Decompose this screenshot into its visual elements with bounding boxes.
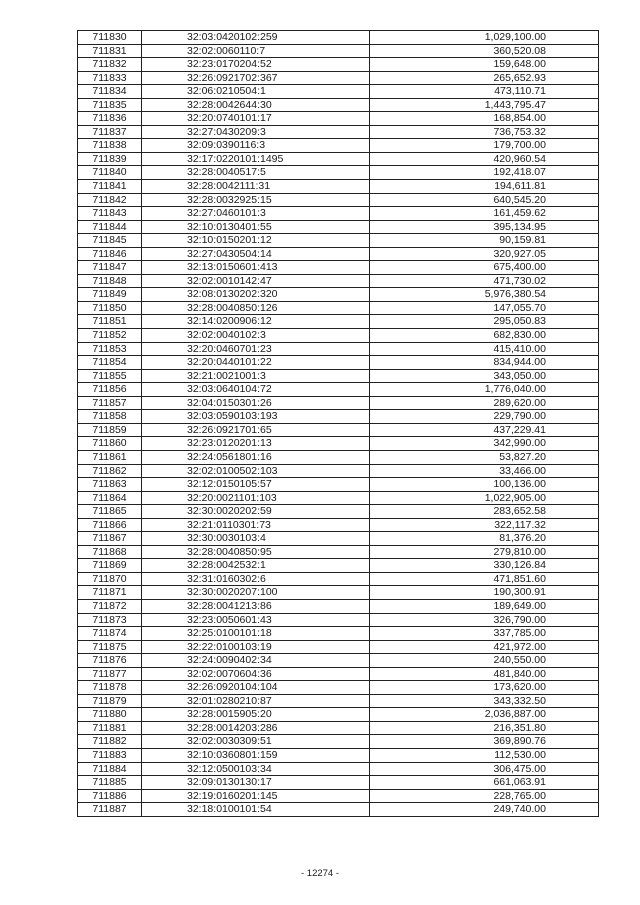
amount-cell: 420,960.54 (370, 152, 599, 166)
amount-cell: 33,466.00 (370, 464, 599, 478)
record-number-cell: 711871 (78, 586, 142, 600)
table-row (78, 180, 599, 194)
registry-table (77, 30, 599, 817)
table-row (78, 545, 599, 559)
table-row (78, 247, 599, 261)
table-row (78, 721, 599, 735)
cadastral-number-cell: 32:27:0460101:3 (142, 207, 370, 221)
table-row (78, 315, 599, 329)
record-number-cell: 711882 (78, 735, 142, 749)
cadastral-number-cell: 32:28:0040850:126 (142, 301, 370, 315)
amount-cell: 471,730.02 (370, 274, 599, 288)
record-number-cell: 711849 (78, 288, 142, 302)
table-row (78, 776, 599, 790)
amount-cell: 473,110.71 (370, 85, 599, 99)
record-number-cell: 711839 (78, 152, 142, 166)
table-row (78, 288, 599, 302)
table-row (78, 803, 599, 817)
table-row (78, 98, 599, 112)
record-number-cell: 711876 (78, 654, 142, 668)
amount-cell: 81,376.20 (370, 532, 599, 546)
record-number-cell: 711834 (78, 85, 142, 99)
amount-cell: 161,459.62 (370, 207, 599, 221)
table-row (78, 491, 599, 505)
table-row (78, 735, 599, 749)
cadastral-number-cell: 32:20:0740101:17 (142, 112, 370, 126)
amount-cell: 100,136.00 (370, 478, 599, 492)
table-row (78, 450, 599, 464)
cadastral-number-cell: 32:03:0420102:259 (142, 31, 370, 45)
cadastral-number-cell: 32:26:0921701:65 (142, 423, 370, 437)
cadastral-number-cell: 32:12:0150105:57 (142, 478, 370, 492)
page-number: - 12274 - (300, 868, 340, 879)
amount-cell: 192,418.07 (370, 166, 599, 180)
amount-cell: 421,972.00 (370, 640, 599, 654)
record-number-cell: 711845 (78, 234, 142, 248)
cadastral-number-cell: 32:01:0280210:87 (142, 694, 370, 708)
table-row (78, 356, 599, 370)
amount-cell: 320,927.05 (370, 247, 599, 261)
table-row (78, 423, 599, 437)
amount-cell: 190,300.91 (370, 586, 599, 600)
table-row (78, 437, 599, 451)
table-row (78, 369, 599, 383)
table-row (78, 112, 599, 126)
cadastral-number-cell: 32:02:0010142:47 (142, 274, 370, 288)
record-number-cell: 711865 (78, 505, 142, 519)
amount-cell: 337,785.00 (370, 627, 599, 641)
record-number-cell: 711866 (78, 518, 142, 532)
table-row (78, 599, 599, 613)
cadastral-number-cell: 32:27:0430209:3 (142, 125, 370, 139)
table-row (78, 789, 599, 803)
amount-cell: 249,740.00 (370, 803, 599, 817)
record-number-cell: 711867 (78, 532, 142, 546)
record-number-cell: 711887 (78, 803, 142, 817)
record-number-cell: 711850 (78, 301, 142, 315)
table-row (78, 532, 599, 546)
record-number-cell: 711842 (78, 193, 142, 207)
cadastral-number-cell: 32:23:0170204:52 (142, 58, 370, 72)
table-row (78, 383, 599, 397)
cadastral-number-cell: 32:21:0021001:3 (142, 369, 370, 383)
cadastral-number-cell: 32:10:0150201:12 (142, 234, 370, 248)
cadastral-number-cell: 32:02:0100502:103 (142, 464, 370, 478)
table-row (78, 654, 599, 668)
amount-cell: 306,475.00 (370, 762, 599, 776)
record-number-cell: 711830 (78, 31, 142, 45)
table-row (78, 71, 599, 85)
cadastral-number-cell: 32:23:0050601:43 (142, 613, 370, 627)
cadastral-number-cell: 32:02:0060110:7 (142, 44, 370, 58)
record-number-cell: 711847 (78, 261, 142, 275)
table-row (78, 342, 599, 356)
cadastral-number-cell: 32:28:0014203:286 (142, 721, 370, 735)
table-row (78, 139, 599, 153)
amount-cell: 5,976,380.54 (370, 288, 599, 302)
cadastral-number-cell: 32:06:0210504:1 (142, 85, 370, 99)
table-row (78, 31, 599, 45)
amount-cell: 112,530.00 (370, 748, 599, 762)
table-row (78, 640, 599, 654)
table-row (78, 152, 599, 166)
cadastral-number-cell: 32:28:0041213:86 (142, 599, 370, 613)
record-number-cell: 711843 (78, 207, 142, 221)
cadastral-number-cell: 32:28:0042644:30 (142, 98, 370, 112)
amount-cell: 265,652.93 (370, 71, 599, 85)
amount-cell: 53,827.20 (370, 450, 599, 464)
record-number-cell: 711883 (78, 748, 142, 762)
table-row (78, 85, 599, 99)
amount-cell: 228,765.00 (370, 789, 599, 803)
amount-cell: 395,134.95 (370, 220, 599, 234)
table-row (78, 44, 599, 58)
table-row (78, 166, 599, 180)
amount-cell: 661,063.91 (370, 776, 599, 790)
record-number-cell: 711841 (78, 180, 142, 194)
registry-table-body (78, 31, 599, 817)
cadastral-number-cell: 32:03:0590103:193 (142, 410, 370, 424)
record-number-cell: 711879 (78, 694, 142, 708)
table-row (78, 586, 599, 600)
amount-cell: 159,648.00 (370, 58, 599, 72)
amount-cell: 415,410.00 (370, 342, 599, 356)
record-number-cell: 711862 (78, 464, 142, 478)
table-row (78, 478, 599, 492)
amount-cell: 369,890.76 (370, 735, 599, 749)
amount-cell: 322,117.32 (370, 518, 599, 532)
amount-cell: 1,029,100.00 (370, 31, 599, 45)
amount-cell: 179,700.00 (370, 139, 599, 153)
table-row (78, 396, 599, 410)
table-row (78, 464, 599, 478)
amount-cell: 216,351.80 (370, 721, 599, 735)
record-number-cell: 711836 (78, 112, 142, 126)
record-number-cell: 711881 (78, 721, 142, 735)
cadastral-number-cell: 32:14:0200906:12 (142, 315, 370, 329)
cadastral-number-cell: 32:21:0110301:73 (142, 518, 370, 532)
cadastral-number-cell: 32:02:0070604:36 (142, 667, 370, 681)
amount-cell: 326,790.00 (370, 613, 599, 627)
record-number-cell: 711852 (78, 329, 142, 343)
record-number-cell: 711869 (78, 559, 142, 573)
cadastral-number-cell: 32:26:0920104:104 (142, 681, 370, 695)
table-row (78, 220, 599, 234)
table-row (78, 274, 599, 288)
table-row (78, 627, 599, 641)
cadastral-number-cell: 32:27:0430504:14 (142, 247, 370, 261)
cadastral-number-cell: 32:30:0030103:4 (142, 532, 370, 546)
cadastral-number-cell: 32:13:0150601:413 (142, 261, 370, 275)
cadastral-number-cell: 32:20:0440101:22 (142, 356, 370, 370)
table-row (78, 125, 599, 139)
record-number-cell: 711874 (78, 627, 142, 641)
record-number-cell: 711877 (78, 667, 142, 681)
cadastral-number-cell: 32:28:0042532:1 (142, 559, 370, 573)
amount-cell: 343,050.00 (370, 369, 599, 383)
cadastral-number-cell: 32:28:0040850:95 (142, 545, 370, 559)
amount-cell: 2,036,887.00 (370, 708, 599, 722)
table-row (78, 748, 599, 762)
table-row (78, 667, 599, 681)
cadastral-number-cell: 32:30:0020202:59 (142, 505, 370, 519)
record-number-cell: 711875 (78, 640, 142, 654)
record-number-cell: 711857 (78, 396, 142, 410)
table-row (78, 694, 599, 708)
amount-cell: 279,810.00 (370, 545, 599, 559)
amount-cell: 1,443,795.47 (370, 98, 599, 112)
record-number-cell: 711858 (78, 410, 142, 424)
cadastral-number-cell: 32:20:0021101:103 (142, 491, 370, 505)
table-row (78, 329, 599, 343)
table-row (78, 301, 599, 315)
amount-cell: 343,332.50 (370, 694, 599, 708)
record-number-cell: 711855 (78, 369, 142, 383)
record-number-cell: 711886 (78, 789, 142, 803)
cadastral-number-cell: 32:19:0160201:145 (142, 789, 370, 803)
record-number-cell: 711840 (78, 166, 142, 180)
cadastral-number-cell: 32:10:0130401:55 (142, 220, 370, 234)
cadastral-number-cell: 32:28:0032925:15 (142, 193, 370, 207)
cadastral-number-cell: 32:04:0150301:26 (142, 396, 370, 410)
cadastral-number-cell: 32:09:0130130:17 (142, 776, 370, 790)
cadastral-number-cell: 32:12:0500103:34 (142, 762, 370, 776)
cadastral-number-cell: 32:10:0360801:159 (142, 748, 370, 762)
record-number-cell: 711837 (78, 125, 142, 139)
amount-cell: 481,840.00 (370, 667, 599, 681)
amount-cell: 1,776,040.00 (370, 383, 599, 397)
amount-cell: 295,050.83 (370, 315, 599, 329)
table-row (78, 762, 599, 776)
table-row (78, 234, 599, 248)
cadastral-number-cell: 32:24:0561801:16 (142, 450, 370, 464)
cadastral-number-cell: 32:20:0460701:23 (142, 342, 370, 356)
record-number-cell: 711884 (78, 762, 142, 776)
record-number-cell: 711872 (78, 599, 142, 613)
table-row (78, 505, 599, 519)
record-number-cell: 711838 (78, 139, 142, 153)
amount-cell: 194,611.81 (370, 180, 599, 194)
amount-cell: 834,944.00 (370, 356, 599, 370)
cadastral-number-cell: 32:03:0640104:72 (142, 383, 370, 397)
cadastral-number-cell: 32:28:0042111:31 (142, 180, 370, 194)
amount-cell: 168,854.00 (370, 112, 599, 126)
amount-cell: 173,620.00 (370, 681, 599, 695)
amount-cell: 229,790.00 (370, 410, 599, 424)
amount-cell: 682,830.00 (370, 329, 599, 343)
cadastral-number-cell: 32:24:0090402:34 (142, 654, 370, 668)
cadastral-number-cell: 32:08:0130202:320 (142, 288, 370, 302)
table-row (78, 518, 599, 532)
amount-cell: 342,990.00 (370, 437, 599, 451)
record-number-cell: 711870 (78, 572, 142, 586)
cadastral-number-cell: 32:22:0100103:19 (142, 640, 370, 654)
table-row (78, 572, 599, 586)
amount-cell: 640,545.20 (370, 193, 599, 207)
cadastral-number-cell: 32:26:0921702:367 (142, 71, 370, 85)
cadastral-number-cell: 32:02:0040102:3 (142, 329, 370, 343)
amount-cell: 90,159.81 (370, 234, 599, 248)
record-number-cell: 711859 (78, 423, 142, 437)
cadastral-number-cell: 32:28:0015905:20 (142, 708, 370, 722)
cadastral-number-cell: 32:09:0390116:3 (142, 139, 370, 153)
record-number-cell: 711831 (78, 44, 142, 58)
record-number-cell: 711885 (78, 776, 142, 790)
table-row (78, 193, 599, 207)
record-number-cell: 711856 (78, 383, 142, 397)
record-number-cell: 711863 (78, 478, 142, 492)
amount-cell: 289,620.00 (370, 396, 599, 410)
record-number-cell: 711833 (78, 71, 142, 85)
amount-cell: 360,520.08 (370, 44, 599, 58)
amount-cell: 675,400.00 (370, 261, 599, 275)
record-number-cell: 711846 (78, 247, 142, 261)
record-number-cell: 711864 (78, 491, 142, 505)
cadastral-number-cell: 32:30:0020207:100 (142, 586, 370, 600)
amount-cell: 471,851.60 (370, 572, 599, 586)
amount-cell: 330,126.84 (370, 559, 599, 573)
cadastral-number-cell: 32:18:0100101:54 (142, 803, 370, 817)
record-number-cell: 711860 (78, 437, 142, 451)
cadastral-number-cell: 32:31:0160302:6 (142, 572, 370, 586)
cadastral-number-cell: 32:17:0220101:1495 (142, 152, 370, 166)
record-number-cell: 711873 (78, 613, 142, 627)
record-number-cell: 711880 (78, 708, 142, 722)
table-row (78, 708, 599, 722)
amount-cell: 736,753.32 (370, 125, 599, 139)
amount-cell: 283,652.58 (370, 505, 599, 519)
amount-cell: 147,055.70 (370, 301, 599, 315)
record-number-cell: 711861 (78, 450, 142, 464)
cadastral-number-cell: 32:02:0030309:51 (142, 735, 370, 749)
record-number-cell: 711848 (78, 274, 142, 288)
table-row (78, 410, 599, 424)
record-number-cell: 711868 (78, 545, 142, 559)
cadastral-number-cell: 32:28:0040517:5 (142, 166, 370, 180)
cadastral-number-cell: 32:25:0100101:18 (142, 627, 370, 641)
amount-cell: 1,022,905.00 (370, 491, 599, 505)
record-number-cell: 711854 (78, 356, 142, 370)
record-number-cell: 711853 (78, 342, 142, 356)
amount-cell: 437,229.41 (370, 423, 599, 437)
amount-cell: 240,550.00 (370, 654, 599, 668)
table-row (78, 681, 599, 695)
table-row (78, 261, 599, 275)
record-number-cell: 711832 (78, 58, 142, 72)
record-number-cell: 711851 (78, 315, 142, 329)
amount-cell: 189,649.00 (370, 599, 599, 613)
table-row (78, 613, 599, 627)
cadastral-number-cell: 32:23:0120201:13 (142, 437, 370, 451)
record-number-cell: 711878 (78, 681, 142, 695)
record-number-cell: 711844 (78, 220, 142, 234)
table-row (78, 559, 599, 573)
table-row (78, 207, 599, 221)
table-row (78, 58, 599, 72)
record-number-cell: 711835 (78, 98, 142, 112)
